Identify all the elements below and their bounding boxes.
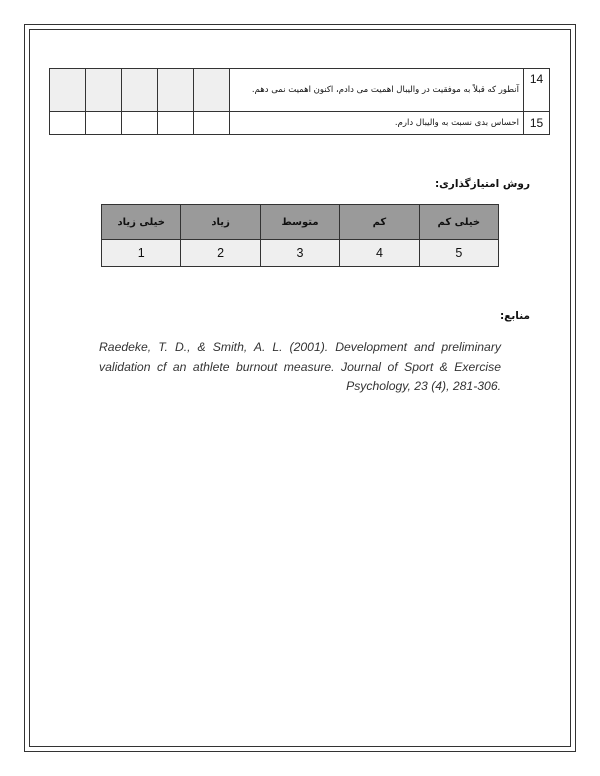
answer-cell[interactable]	[122, 112, 158, 135]
question-number: 14	[524, 69, 550, 112]
scoring-table	[101, 204, 499, 267]
question-statement: آنطور که قبلاً به موفقیت در والیبال اهمیت می دادم، اکنون اهمیت نمی دهم.	[230, 69, 524, 112]
scoring-value: 1	[102, 240, 181, 267]
answer-cell[interactable]	[194, 69, 230, 112]
table-row	[50, 69, 550, 112]
scoring-value: 4	[340, 240, 419, 267]
sources-title: منابع:	[499, 310, 530, 322]
answer-cell[interactable]	[158, 69, 194, 112]
scoring-header: خیلی زیاد	[102, 205, 181, 240]
questionnaire-table	[49, 68, 550, 135]
answer-cell[interactable]	[158, 112, 194, 135]
scoring-value: 3	[260, 240, 339, 267]
scoring-value: 2	[181, 240, 260, 267]
scoring-value-row	[102, 240, 499, 267]
scoring-header-row	[102, 205, 499, 240]
answer-cell[interactable]	[50, 69, 86, 112]
answer-cell[interactable]	[50, 112, 86, 135]
question-statement: احساس بدی نسبت به والیبال دارم.	[230, 112, 524, 135]
scoring-title: روش امتیازگذاری:	[434, 178, 530, 190]
table-row	[50, 112, 550, 135]
scoring-header: متوسط	[260, 205, 339, 240]
scoring-header: زیاد	[181, 205, 260, 240]
scoring-value: 5	[419, 240, 498, 267]
answer-cell[interactable]	[194, 112, 230, 135]
answer-cell[interactable]	[86, 69, 122, 112]
answer-cell[interactable]	[122, 69, 158, 112]
answer-cell[interactable]	[86, 112, 122, 135]
question-number: 15	[524, 112, 550, 135]
scoring-header: خیلی کم	[419, 205, 498, 240]
scoring-header: کم	[340, 205, 419, 240]
reference-citation: Raedeke, T. D., & Smith, A. L. (2001). Development and preliminary validation cf an athlete burnout measure. Journal of Sport & Exercise Psychology, 23 (4), 281-306.	[99, 340, 501, 393]
